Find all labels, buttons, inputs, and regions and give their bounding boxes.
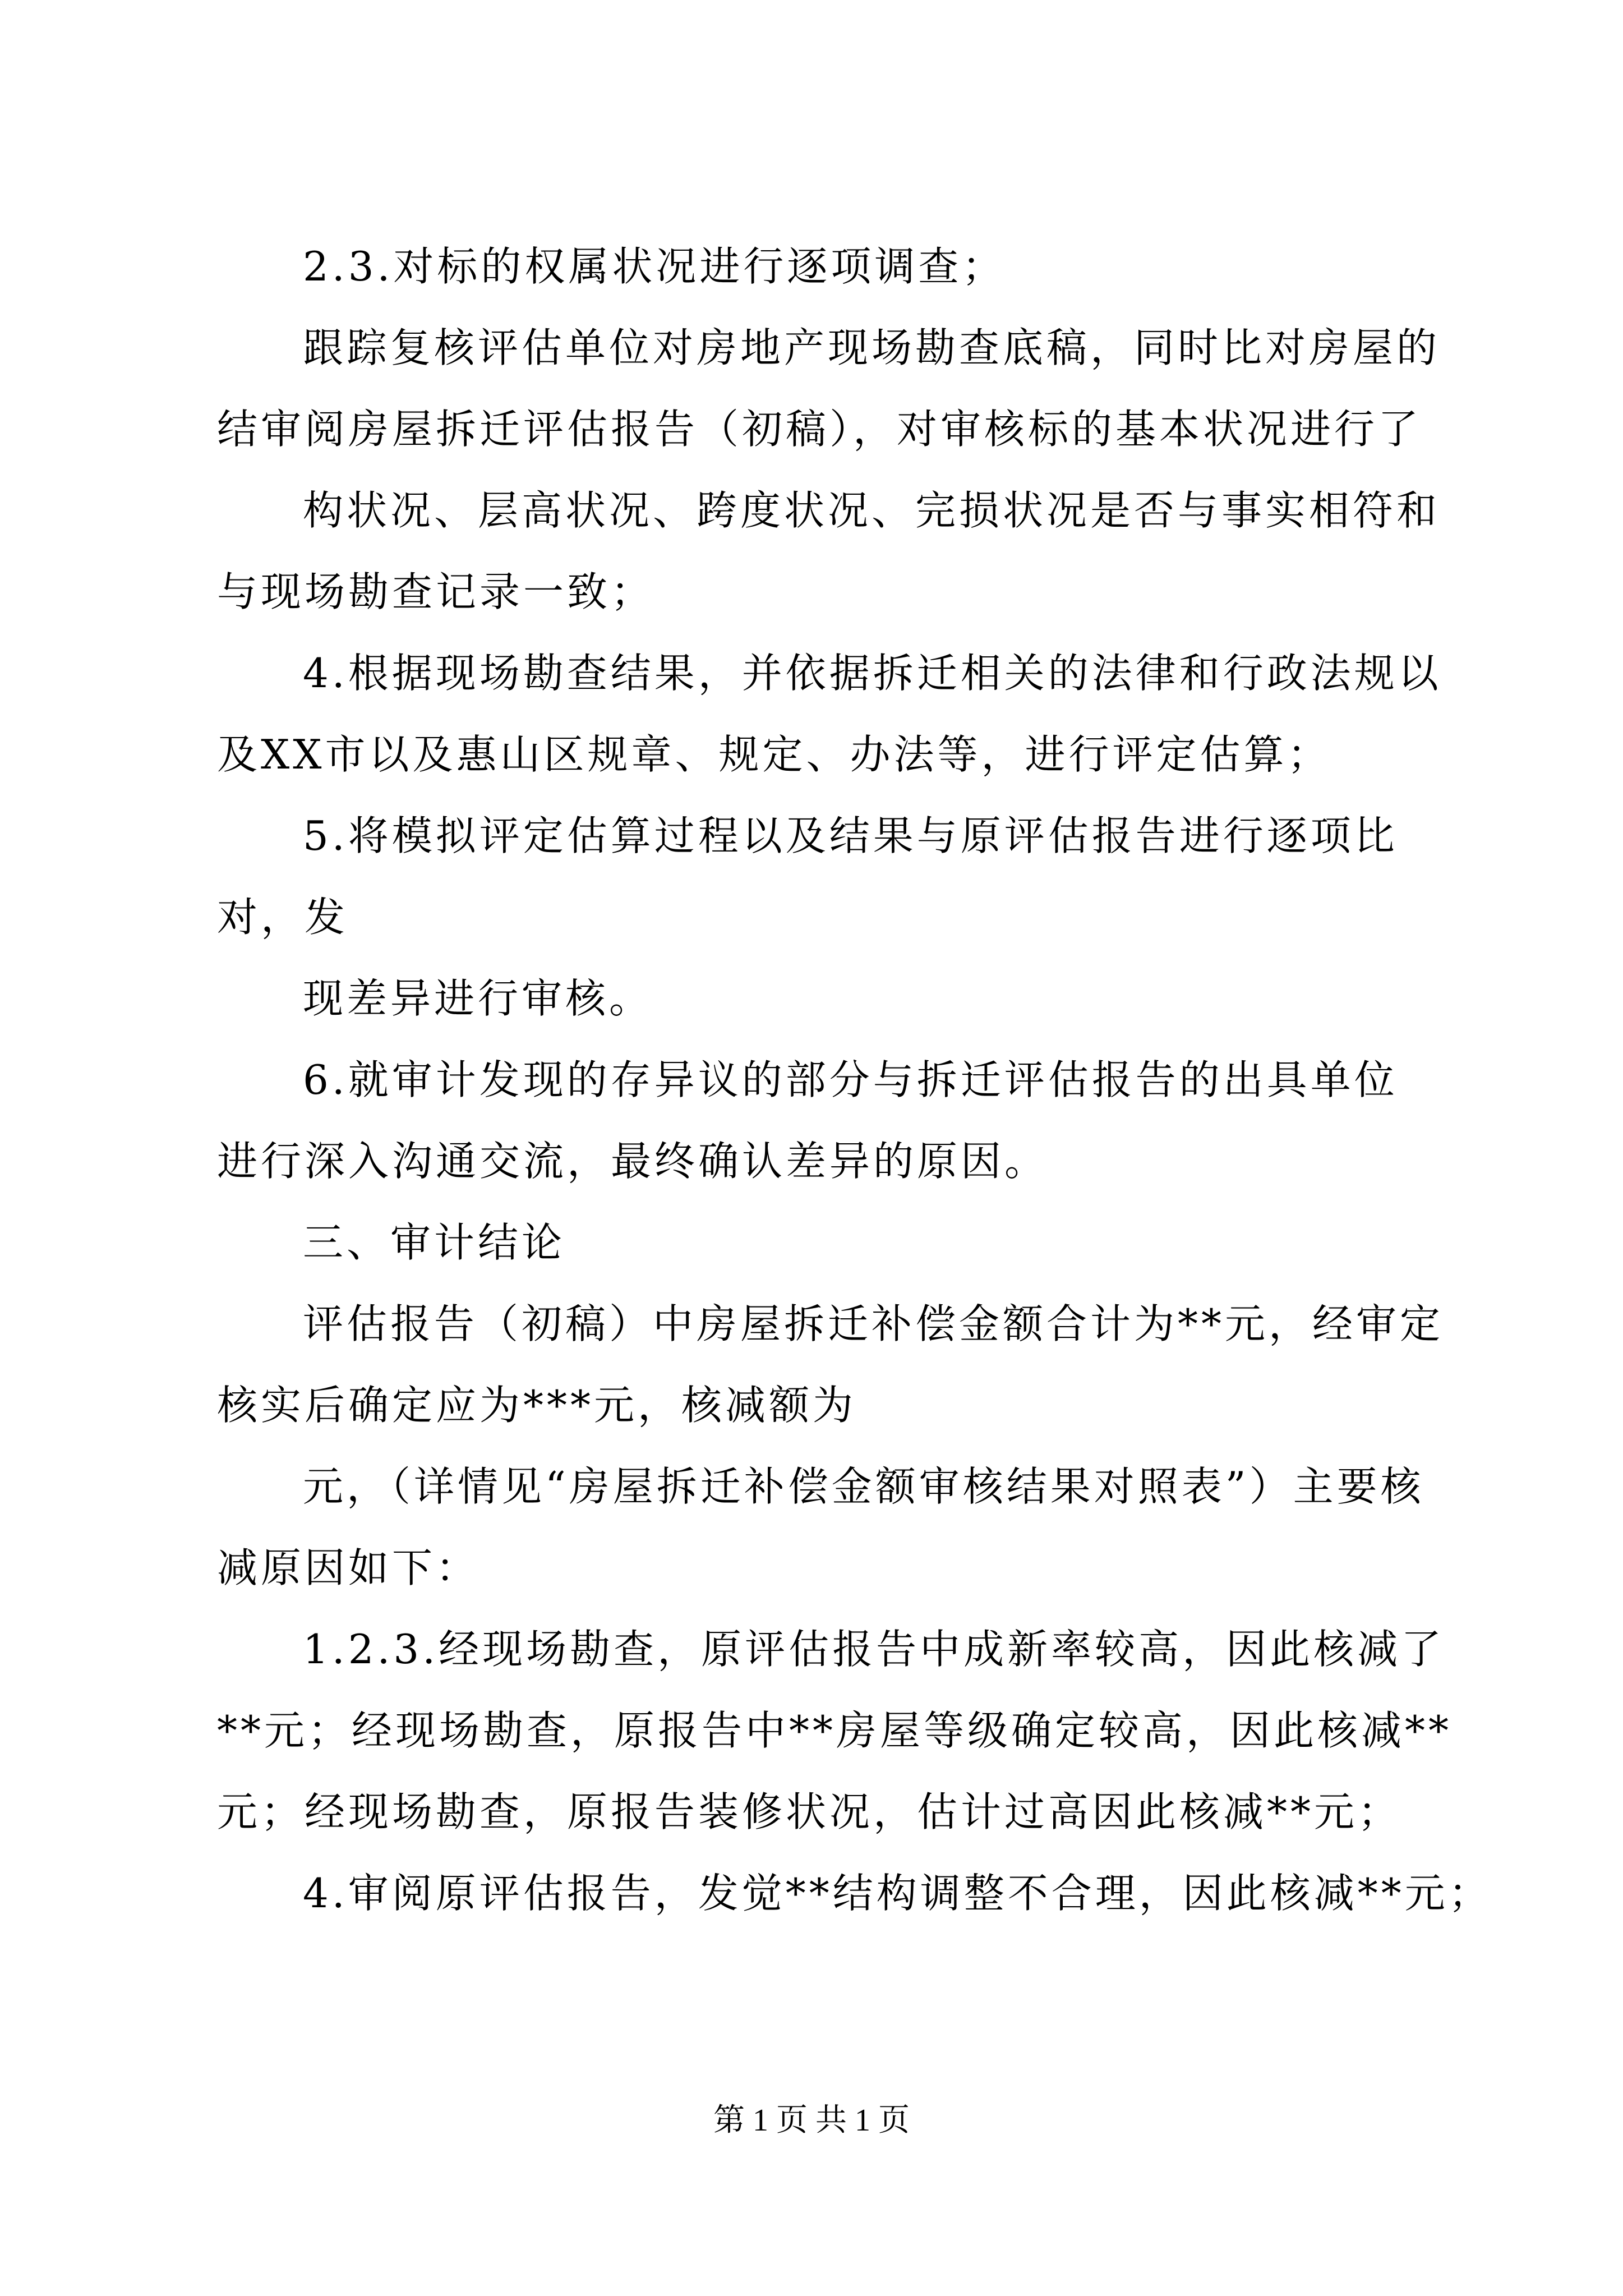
- text-line: 减原因如下：: [217, 1544, 480, 1591]
- text-line: 对，发: [217, 894, 349, 941]
- text-line: **元；经现场勘查，原报告中**房屋等级确定较高，因此核减**: [217, 1707, 1453, 1754]
- text-line: 进行深入沟通交流，最终确认差异的原因。: [217, 1138, 1049, 1185]
- text-line: 2.3.对标的权属状况进行逐项调查；: [303, 243, 1006, 290]
- text-line: 6.就审计发现的存异议的部分与拆迁评估报告的出具单位: [303, 1056, 1398, 1103]
- text-line: 元，（详情见“房屋拆迁补偿金额审核结果对照表”）主要核: [303, 1463, 1424, 1510]
- page-footer: 第 1 页 共 1 页: [713, 2103, 910, 2138]
- text-line: 及XX市以及惠山区规章、规定、办法等，进行评定估算；: [217, 731, 1331, 778]
- text-line: 4.审阅原评估报告，发觉**结构调整不合理，因此核减**元；: [303, 1870, 1492, 1917]
- text-line: 与现场勘查记录一致；: [217, 568, 655, 615]
- text-line: 4.根据现场勘查结果，并依据拆迁相关的法律和行政法规以: [303, 650, 1442, 697]
- text-line: 5.将模拟评定估算过程以及结果与原评估报告进行逐项比: [303, 812, 1398, 859]
- text-line: 核实后确定应为***元，核减额为: [217, 1382, 857, 1429]
- section-heading: 三、审计结论: [303, 1219, 566, 1266]
- text-line: 跟踪复核评估单位对房地产现场勘查底稿，同时比对房屋的: [303, 324, 1441, 371]
- text-line: 构状况、层高状况、跨度状况、完损状况是否与事实相符和: [303, 487, 1441, 534]
- text-line: 评估报告（初稿）中房屋拆迁补偿金额合计为**元，经审定: [303, 1300, 1444, 1347]
- text-line: 1.2.3.经现场勘查，原评估报告中成新率较高，因此核减了: [303, 1626, 1445, 1673]
- text-line: 现差异进行审核。: [303, 975, 653, 1022]
- text-line: 结审阅房屋拆迁评估报告（初稿），对审核标的基本状况进行了: [217, 406, 1422, 453]
- text-line: 元；经现场勘查，原报告装修状况，估计过高因此核减**元；: [217, 1788, 1402, 1835]
